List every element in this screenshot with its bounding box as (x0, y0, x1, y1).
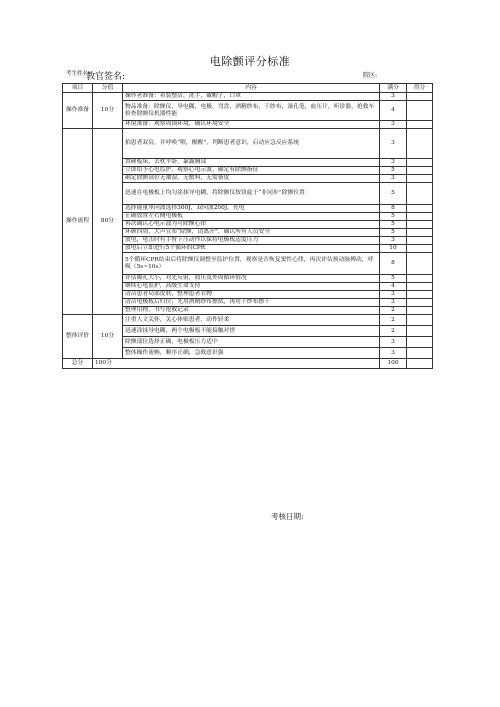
row-content: 除颤部位选择正确，电极板压力适中 (123, 337, 380, 348)
row-score-cell[interactable] (407, 121, 433, 129)
row-max-score: 5 (380, 167, 407, 175)
row-max-score: 3 (380, 175, 407, 183)
row-content: 立即给予心电监护，观察心电示波，确定有除颤指征 (123, 167, 380, 175)
row-max-score: 3 (380, 129, 407, 159)
row-content: 正确放置左右侧电极板 (123, 213, 380, 221)
row-content: 整理用物，书写抢救记录 (123, 307, 380, 315)
row-max-score: 3 (380, 121, 407, 129)
row-content: 选择能量单向波选择360J，双向波200J，充电 (123, 205, 380, 213)
row-score-cell[interactable] (407, 245, 433, 253)
row-max-score: 2 (380, 326, 407, 337)
section-name: 整体评价 (63, 315, 93, 359)
signature-label: 教官签名: (86, 72, 126, 82)
total-points: 100分 (93, 359, 380, 369)
row-score-cell[interactable] (407, 253, 433, 275)
row-content: 操作者准备：着装整洁，洗手，戴帽子，口罩 (123, 93, 380, 101)
row-max-score: 2 (380, 315, 407, 326)
row-score-cell[interactable] (407, 93, 433, 101)
row-content: 物品准备：除颤仪，导电糊，电极，弯盘，酒精纱布，干纱布，澡孔笔，血压计，听诊器，抢救车 检查除颤仪机器性能 (123, 101, 380, 121)
row-score-cell[interactable] (407, 348, 433, 359)
row-score-cell[interactable] (407, 175, 433, 183)
col-header-max: 满分 (380, 84, 407, 93)
col-header-item: 项目 (63, 84, 93, 93)
row-content: 拍患者双肩，并呼唤“喂，醒醒”，判断患者意识，启动应急反应系统 (123, 129, 380, 159)
row-content: 置硬板床，去枕平卧，暴露胸部 (123, 159, 380, 167)
row-content: 迅速在电极板上均匀涂抹导电糊，将除颤仪按钮旋于“非同步”除颤位置 (123, 183, 380, 205)
row-max-score: 3 (380, 237, 407, 245)
row-max-score: 3 (380, 348, 407, 359)
examinee-label: 考生姓名: (66, 71, 90, 77)
row-score-cell[interactable] (407, 229, 433, 237)
row-content: 环境准备：观察周围环境，确认环境安全 (123, 121, 380, 129)
row-max-score: 3 (380, 337, 407, 348)
row-max-score: 5 (380, 275, 407, 283)
row-score-cell[interactable] (407, 221, 433, 229)
section-points: 10分 (93, 93, 123, 129)
row-max-score: 3 (380, 159, 407, 167)
row-content: 整体操作流畅，顺序正确，急救意识强 (123, 348, 380, 359)
section-points: 80分 (93, 129, 123, 315)
total-max: 100 (380, 359, 407, 369)
row-max-score: 4 (380, 283, 407, 291)
row-score-cell[interactable] (407, 291, 433, 299)
row-content: 评估瞳孔大小，对光反射，血压及外周循环情况 (123, 275, 380, 283)
row-content: 5个循环CPR结束后将除颤仪调整至监护位置，观察是否恢复窦性心律，再次评估颈动脉搏动，呼吸（5s~10s） (123, 253, 380, 275)
row-score-cell[interactable] (407, 307, 433, 315)
exam-date-label: 考核日期: (271, 512, 304, 521)
total-label: 总分 (63, 359, 93, 369)
row-content: 放电，电击时有手臂下压动作以保持电极板适度压力 (123, 237, 380, 245)
row-max-score: 4 (380, 101, 407, 121)
row-score-cell[interactable] (407, 275, 433, 283)
row-content: 环顾四周，大声宣布“除颤，请离开”，确认所有人员安全 (123, 229, 380, 237)
row-max-score: 2 (380, 307, 407, 315)
table-header-row (63, 84, 433, 93)
col-header-content: 内容 (123, 84, 380, 93)
row-max-score: 5 (380, 213, 407, 221)
row-content: 放电后立即进行5个循环的CPR (123, 245, 380, 253)
row-score-cell[interactable] (407, 237, 433, 245)
row-content: 确定除颤部位无潮湿，无敷料，无需备皮 (123, 175, 380, 183)
row-score-cell[interactable] (407, 167, 433, 175)
hospital-label: 院区: (363, 72, 378, 79)
section-name: 操作准备 (63, 93, 93, 129)
row-score-cell[interactable] (407, 159, 433, 167)
row-content: 清洁电极板后归位；先用酒精纱布擦拭，再用干纱布擦干 (123, 299, 380, 307)
row-max-score: 5 (380, 229, 407, 237)
section-points: 10分 (93, 315, 123, 359)
row-max-score: 5 (380, 221, 407, 229)
page-title: 电除颤评分标准 (209, 55, 291, 68)
row-max-score: 3 (380, 291, 407, 299)
row-score-cell[interactable] (407, 129, 433, 159)
row-max-score: 5 (380, 183, 407, 205)
table-row (63, 93, 433, 101)
row-content: 迅速涂抹导电糊，两个电极板不能接触对搓 (123, 326, 380, 337)
row-max-score: 3 (380, 299, 407, 307)
row-score-cell[interactable] (407, 213, 433, 221)
row-content: 注重人文关怀，关心体贴患者，动作轻柔 (123, 315, 380, 326)
row-content: 再次确认心电示波为可除颤心律 (123, 221, 380, 229)
row-score-cell[interactable] (407, 315, 433, 326)
table-row (63, 129, 433, 159)
total-score-cell[interactable] (407, 359, 433, 369)
row-score-cell[interactable] (407, 326, 433, 337)
row-score-cell[interactable] (407, 183, 433, 205)
row-content: 清洁患者局部皮肤，整理患者衣物 (123, 291, 380, 299)
total-row (63, 359, 433, 369)
row-max-score: 3 (380, 93, 407, 101)
scoring-table (62, 83, 433, 369)
col-header-points: 分值 (93, 84, 123, 93)
row-score-cell[interactable] (407, 205, 433, 213)
row-score-cell[interactable] (407, 101, 433, 121)
col-header-score: 得分 (407, 84, 433, 93)
row-max-score: 10 (380, 245, 407, 253)
row-score-cell[interactable] (407, 283, 433, 291)
row-max-score: 8 (380, 253, 407, 275)
row-score-cell[interactable] (407, 337, 433, 348)
row-max-score: 8 (380, 205, 407, 213)
row-score-cell[interactable] (407, 299, 433, 307)
row-content: 继续心电监护，高级生命支持 (123, 283, 380, 291)
section-name: 操作流程 (63, 129, 93, 315)
table-row (63, 315, 433, 326)
